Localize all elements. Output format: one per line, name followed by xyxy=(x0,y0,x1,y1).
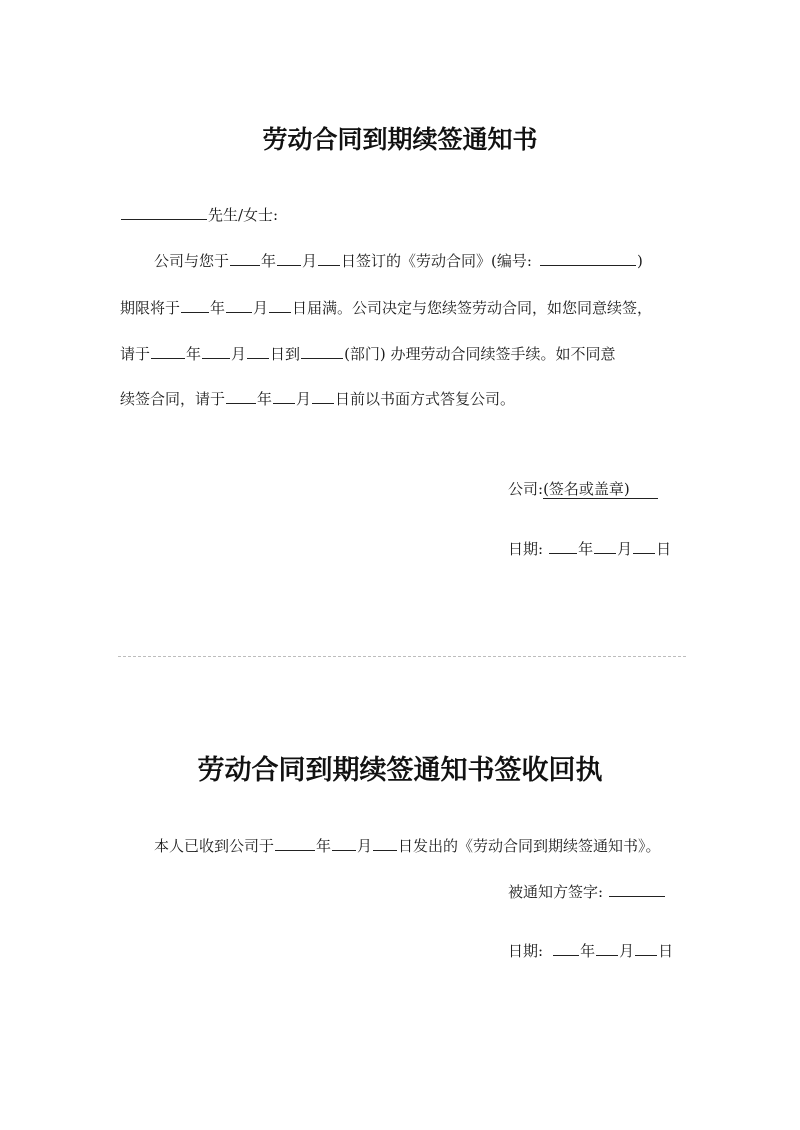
text-segment: 日 xyxy=(658,942,674,960)
expire-month-blank xyxy=(226,296,252,313)
notice-year-blank xyxy=(549,537,577,554)
receipt-date-month-blank xyxy=(596,939,618,956)
reply-day-blank xyxy=(312,387,334,404)
recipient-signature-blank xyxy=(609,880,665,897)
text-segment: 年 xyxy=(186,345,202,363)
text-segment: 年 xyxy=(580,942,596,960)
text-segment: 期限将于 xyxy=(120,299,181,317)
renew-day-blank xyxy=(247,342,269,359)
salutation-line xyxy=(120,203,278,226)
receipt-month-blank xyxy=(332,834,356,851)
renew-month-blank xyxy=(202,342,230,359)
text-segment: 日届满。公司决定与您续签劳动合同，如您同意续签， xyxy=(292,299,653,317)
company-label: 公司: xyxy=(508,480,544,498)
notice-paragraph-line-2 xyxy=(120,296,652,319)
receipt-title: 劳动合同到期续签通知书签收回执 xyxy=(197,755,603,786)
date-label: 日期: xyxy=(508,942,544,960)
receipt-year-blank xyxy=(275,834,315,851)
notice-paragraph-line-1 xyxy=(154,249,643,272)
text-segment: 年 xyxy=(316,837,332,855)
date-label: 日期: xyxy=(508,540,544,558)
expire-day-blank xyxy=(269,296,291,313)
sign-year-blank xyxy=(230,249,260,266)
department-blank xyxy=(301,342,343,359)
sign-month-blank xyxy=(277,249,301,266)
cut-line-divider xyxy=(118,656,686,657)
text-segment: 续签合同，请于 xyxy=(120,390,226,408)
contract-number-blank xyxy=(540,249,636,266)
sign-day-blank xyxy=(318,249,340,266)
text-segment: 月 xyxy=(302,252,318,270)
text-segment: 日到 xyxy=(270,345,301,363)
recipient-signature-line xyxy=(508,880,666,903)
text-segment: 年 xyxy=(578,540,594,558)
notice-paragraph-line-4 xyxy=(120,387,515,410)
company-signature-field: (签名或盖章) xyxy=(543,480,658,499)
reply-month-blank xyxy=(273,387,295,404)
renew-year-blank xyxy=(151,342,185,359)
receipt-body-line xyxy=(154,834,661,857)
signature-label: 被通知方签字: xyxy=(508,883,604,901)
notice-month-blank xyxy=(594,537,616,554)
receipt-day-blank xyxy=(373,834,397,851)
text-segment: 月 xyxy=(296,390,312,408)
text-segment: 公司与您于 xyxy=(154,252,230,270)
notice-day-blank xyxy=(633,537,655,554)
text-segment: 年 xyxy=(257,390,273,408)
receipt-date-year-blank xyxy=(553,939,579,956)
text-segment: 请于 xyxy=(120,345,151,363)
receipt-date-line xyxy=(508,939,673,962)
notice-date-line xyxy=(508,537,671,560)
text-segment: 日 xyxy=(656,540,672,558)
text-segment: 年 xyxy=(261,252,277,270)
receipt-date-day-blank xyxy=(635,939,657,956)
text-segment: 年 xyxy=(210,299,226,317)
text-segment: 日签订的《劳动合同》(编号: xyxy=(341,252,532,270)
text-segment: 月 xyxy=(617,540,633,558)
text-segment: 本人已收到公司于 xyxy=(154,837,275,855)
text-segment: 月 xyxy=(619,942,635,960)
notice-paragraph-line-3 xyxy=(120,342,616,365)
notice-title: 劳动合同到期续签通知书 xyxy=(262,125,538,154)
company-signature-line xyxy=(508,478,658,500)
reply-year-blank xyxy=(226,387,256,404)
text-segment: 月 xyxy=(231,345,247,363)
text-segment: 日前以书面方式答复公司。 xyxy=(335,390,516,408)
recipient-name-blank xyxy=(121,203,207,220)
text-segment: (部门) 办理劳动合同续签手续。如不同意 xyxy=(344,345,616,363)
text-segment: 月 xyxy=(253,299,269,317)
text-segment: 日发出的《劳动合同到期续签通知书》。 xyxy=(398,837,661,855)
text-segment: ) xyxy=(636,252,643,270)
expire-year-blank xyxy=(181,296,209,313)
salutation-text: 先生/女士: xyxy=(208,206,279,224)
text-segment: 月 xyxy=(357,837,373,855)
